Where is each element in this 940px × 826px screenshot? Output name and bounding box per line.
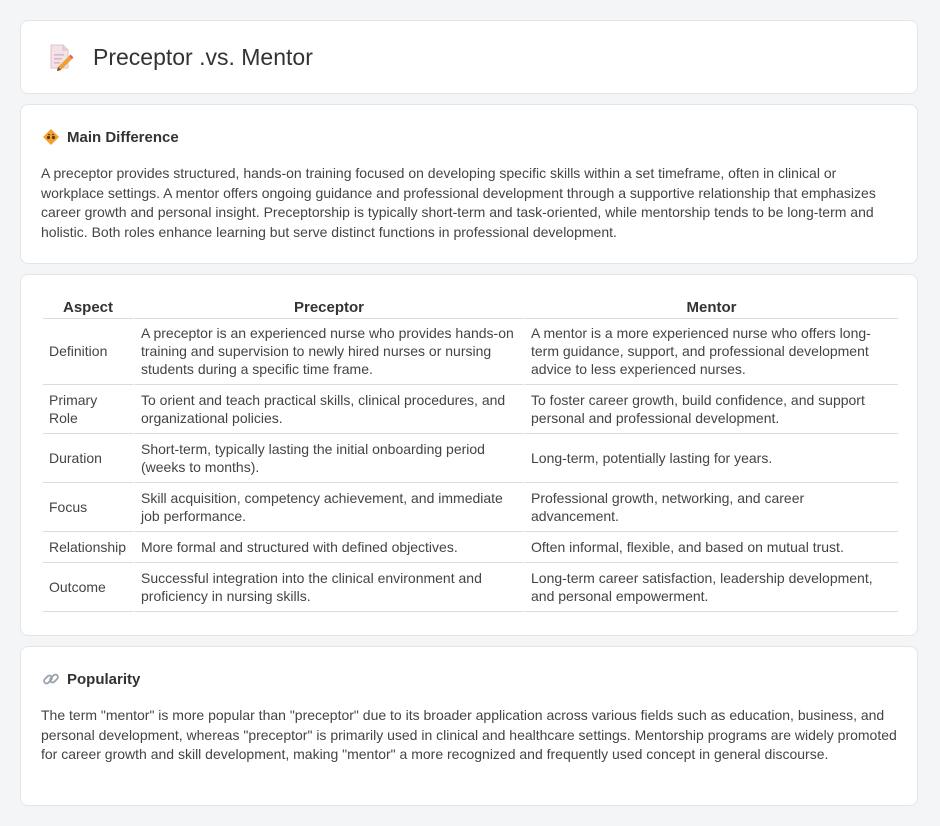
document-pencil-icon [45,42,75,72]
table-row [43,319,898,385]
main-difference-header [41,127,179,147]
comparison-card [20,274,918,636]
main-difference-card [20,104,918,264]
table-row [43,385,898,434]
preceptor-cell: A preceptor is an experienced nurse who provides hands-on training and supervision to newly hired nurses or nursing students during a specific time frame. [133,319,523,385]
main-difference-text: A preceptor provides structured, hands-on training focused on developing specific skills within a set timeframe, often in clinical or workplace settings. A mentor offers ongoing guidance and professional development through a supportive relationship that emphasizes career growth and personal insight. Preceptorship is typically short-term and task-oriented, while mentorship tends to be long-term and holistic. Both roles enhance learning but serve distinct functions in professional development. [41,165,876,240]
popularity-card [20,646,918,806]
mentor-cell: Often informal, flexible, and based on mutual trust. [523,532,898,563]
table-row [43,434,898,483]
table-header-row [43,296,898,319]
aspect-cell: Focus [43,483,133,532]
mentor-cell: Long-term career satisfaction, leadership development, and personal empowerment. [523,563,898,612]
table-row [43,532,898,563]
header-card [20,20,918,94]
table-row [43,483,898,532]
popularity-text: The term "mentor" is more popular than "preceptor" due to its broader application across various fields such as education, business, and personal development, whereas "preceptor" is primarily used in clinical and healthcare settings. Mentorship programs are widely promoted for career growth and skill development, making "mentor" a more recognized and frequently used concept in general discourse. [41,707,897,762]
table-row [43,563,898,612]
preceptor-cell: More formal and structured with defined objectives. [133,532,523,563]
column-header: Mentor [523,296,898,319]
column-header: Aspect [43,296,133,319]
comparison-table [43,296,898,612]
preceptor-cell: Successful integration into the clinical environment and proficiency in nursing skills. [133,563,523,612]
preceptor-cell: To orient and teach practical skills, clinical procedures, and organizational policies. [133,385,523,434]
aspect-cell: Outcome [43,563,133,612]
aspect-cell: Relationship [43,532,133,563]
mentor-cell: A mentor is a more experienced nurse who offers long-term guidance, support, and professional development advice to less experienced nurses. [523,319,898,385]
popularity-header [41,669,140,689]
preceptor-cell: Short-term, typically lasting the initial onboarding period (weeks to months). [133,434,523,483]
page-title: Preceptor .vs. Mentor [93,43,313,70]
aspect-cell: Definition [43,319,133,385]
popularity-title: Popularity [67,670,141,688]
preceptor-cell: Skill acquisition, competency achievement, and immediate job performance. [133,483,523,532]
title-row [45,42,313,72]
mentor-cell: Professional growth, networking, and career advancement. [523,483,898,532]
aspect-cell: Duration [43,434,133,483]
link-icon [41,669,61,689]
aspect-cell: Primary Role [43,385,133,434]
mentor-cell: Long-term, potentially lasting for years. [523,434,898,483]
column-header: Preceptor [133,296,523,319]
main-difference-title: Main Difference [67,128,179,146]
diamond-warning-icon [41,127,61,147]
mentor-cell: To foster career growth, build confidence, and support personal and professional development. [523,385,898,434]
